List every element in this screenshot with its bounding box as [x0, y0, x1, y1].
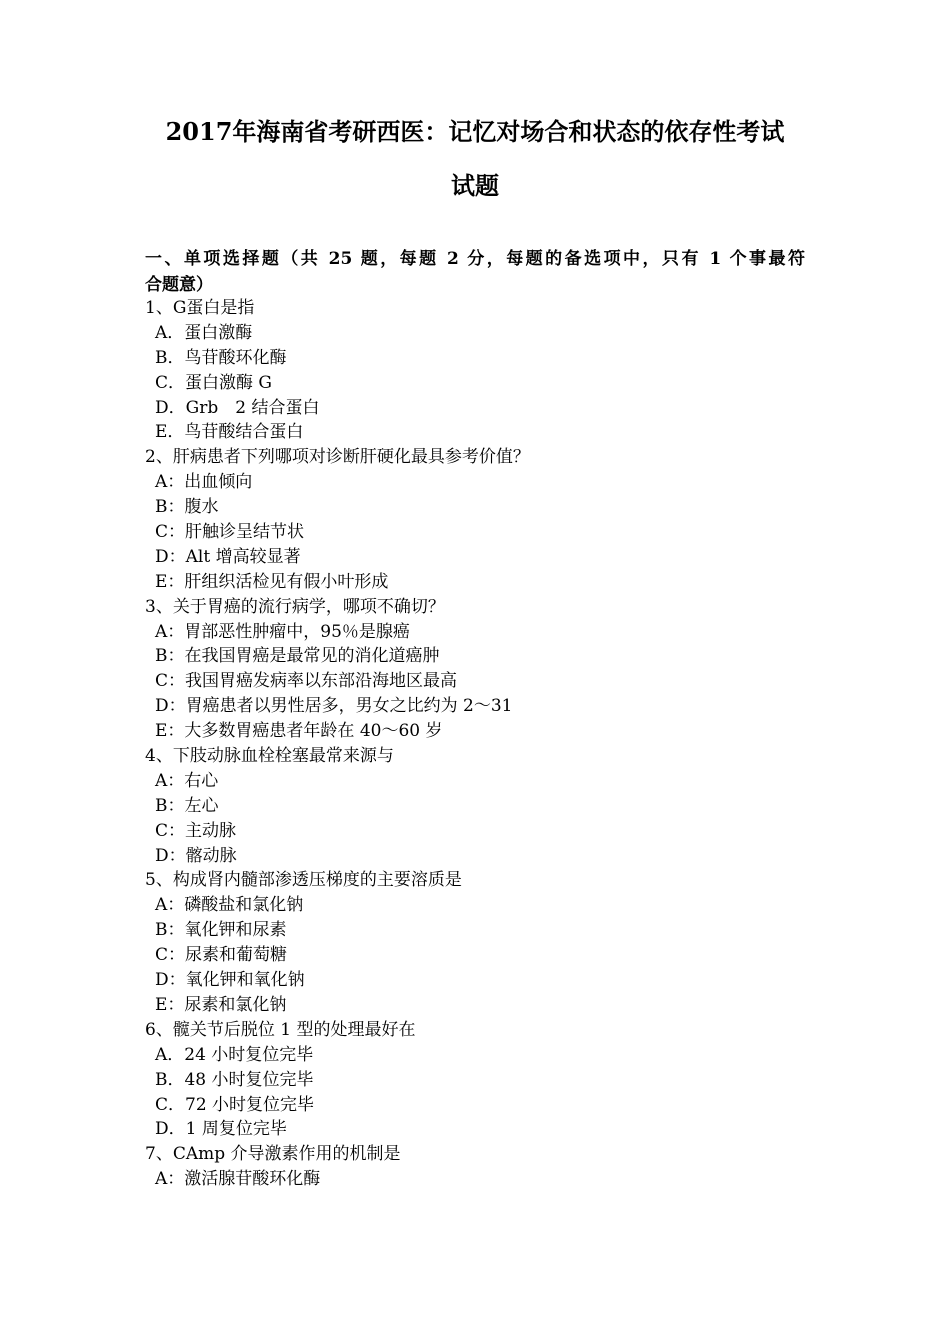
option-e: E：尿素和氯化钠 [155, 994, 287, 1015]
option-e: E：肝组织活检见有假小叶形成 [155, 571, 389, 592]
question-stem: 3、关于胃癌的流行病学，哪项不确切？ [145, 596, 445, 617]
option-c: C．72 小时复位完毕 [155, 1094, 315, 1115]
option-b: B．48 小时复位完毕 [155, 1069, 314, 1090]
question-4 [145, 744, 825, 868]
option-d: D：髂动脉 [155, 845, 237, 866]
document-title-line-2: 试题 [451, 171, 499, 200]
question-stem: 4、下肢动脉血栓栓塞最常来源与 [145, 746, 394, 767]
option-a: A：激活腺苷酸环化酶 [155, 1169, 321, 1190]
option-c: C：我国胃癌发病率以东部沿海地区最高 [155, 671, 458, 692]
option-c: C．蛋白激酶 G [155, 372, 272, 393]
question-6 [145, 1018, 825, 1142]
section-heading [145, 246, 805, 298]
option-a: A：磷酸盐和氯化钠 [155, 895, 304, 916]
question-stem: 7、CAmp 介导激素作用的机制是 [145, 1144, 401, 1165]
question-5 [145, 868, 825, 1017]
option-c: C：肝触诊呈结节状 [155, 522, 305, 543]
question-stem: 2、肝病患者下列哪项对诊断肝硬化最具参考价值？ [145, 447, 530, 468]
option-a: A．24 小时复位完毕 [155, 1044, 314, 1065]
option-b: B：左心 [155, 795, 219, 816]
question-stem: 5、构成肾内髓部渗透压梯度的主要溶质是 [145, 870, 462, 891]
option-e: E．鸟苷酸结合蛋白 [155, 422, 304, 443]
question-stem: 1、G蛋白是指 [145, 298, 255, 318]
option-a: A：右心 [155, 770, 219, 791]
question-2 [145, 445, 825, 594]
question-stem: 6、髋关节后脱位 1 型的处理最好在 [145, 1019, 416, 1040]
question-list [145, 296, 825, 1192]
option-b: B：在我国胃癌是最常见的消化道癌肿 [155, 646, 440, 667]
question-3 [145, 595, 825, 744]
option-c: C：主动脉 [155, 820, 237, 841]
question-1 [145, 296, 825, 445]
document-title-line-1: 2017年海南省考研西医：记忆对场合和状态的依存性考试 [165, 117, 785, 146]
option-b: B．鸟苷酸环化酶 [155, 347, 287, 368]
option-c: C：尿素和葡萄糖 [155, 945, 288, 966]
option-d: D：氧化钾和氧化钠 [155, 970, 305, 991]
option-b: B：氧化钾和尿素 [155, 920, 287, 941]
option-d: D：Alt 增高较显著 [155, 546, 301, 567]
option-a: A：出血倾向 [155, 472, 253, 493]
option-a: A：胃部恶性肿瘤中，95％是腺癌 [155, 621, 410, 642]
option-a: A．蛋白激酶 [155, 322, 253, 343]
section-heading-line-1: 一、单项选择题（共 25 题，每题 2 分，每题的备选项中，只有 1 个事最符 [145, 249, 805, 269]
option-b: B：腹水 [155, 497, 219, 518]
option-d: D．1 周复位完毕 [155, 1119, 287, 1140]
section-heading-line-2: 合题意） [145, 275, 213, 295]
option-e: E：大多数胃癌患者年龄在 40～60 岁 [155, 721, 443, 742]
option-d: D．Grb 2 结合蛋白 [155, 397, 320, 418]
option-d: D：胃癌患者以男性居多，男女之比约为 2～31 [155, 696, 513, 717]
question-7 [145, 1142, 825, 1192]
